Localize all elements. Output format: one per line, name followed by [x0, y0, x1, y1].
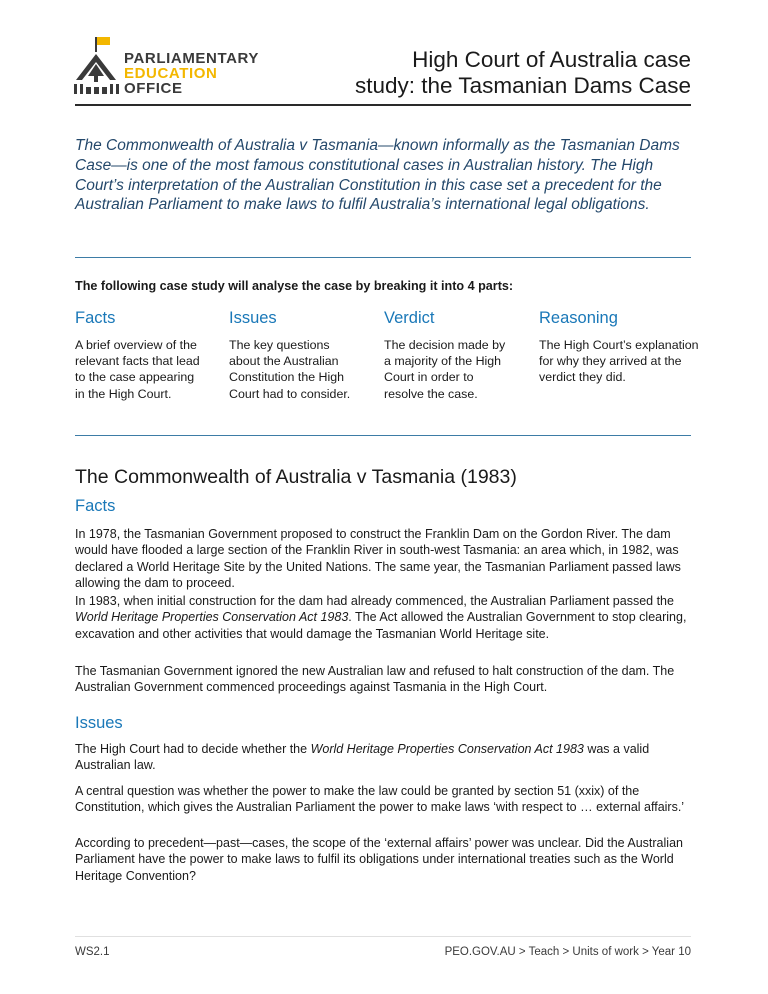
peo-logo: [72, 34, 262, 96]
issues-p1-before: The High Court had to decide whether the: [75, 742, 311, 756]
issues-paragraph-3: According to precedent—past—cases, the scope of the ‘external affairs’ power was unclear. Did the Australian Parliament have the power to make laws to fulfil its obligations under international treaties such as the World Heritage Convention?: [75, 836, 683, 883]
act-title-italic: World Heritage Properties Conservation Act 1983: [310, 742, 584, 756]
part-heading-issues: Issues: [229, 309, 277, 327]
part-column-facts: [75, 308, 205, 402]
issues-p1-after: was a valid Australian law.: [75, 742, 650, 773]
intro-paragraph: The Commonwealth of Australia v Tasmania—known informally as the Tasmanian Dams Case—is one of the most famous constitutional cases in Australian history. The High Court’s interpretation of the Australian Constitution in this case set a precedent for the Australian Parliament to make laws to fulfil Australia’s international legal obligations.: [75, 137, 680, 214]
part-column-issues: [229, 308, 359, 402]
footer-worksheet-id: WS2.1: [75, 946, 110, 958]
parts-intro-text: The following case study will analyse the case by breaking it into 4 parts:: [75, 279, 514, 293]
part-heading-verdict: Verdict: [384, 309, 435, 327]
facts-p2-after: . The Act allowed the Australian Government to stop clearing, excavation and other activities that would damage the Tasmanian World Heritage site.: [75, 610, 687, 641]
facts-paragraph-1: In 1978, the Tasmanian Government proposed to construct the Franklin Dam on the Gordon River. The dam would have flooded a large section of the Franklin River in south-west Tasmania: an area which, in 1982, was declared a World Heritage Site by the United Nations. The same year, the Tasmanian Parliament passed laws allowing the dam to proceed.: [75, 527, 681, 591]
footer-breadcrumb: PEO.GOV.AU > Teach > Units of work > Year 10: [444, 946, 691, 958]
facts-paragraph-2: [75, 593, 697, 642]
issues-paragraph-2: A central question was whether the power to make the law could be granted by section 51 (xxix) of the Constitution, which gives the Australian Parliament the power to make laws ‘with respect to … external affairs.’: [75, 784, 685, 815]
facts-p2-before: In 1983, when initial construction for the dam had already commenced, the Australian Parliament passed the: [75, 594, 674, 608]
issues-section-heading: Issues: [75, 714, 123, 732]
part-column-reasoning: [539, 308, 699, 386]
part-text-facts: A brief overview of the relevant facts that lead to the case appearing in the High Court.: [75, 338, 200, 401]
title-divider: [75, 104, 691, 106]
page-title: [271, 47, 691, 99]
parts-divider: [75, 435, 691, 436]
intro-divider: [75, 257, 691, 258]
part-text-verdict: The decision made by a majority of the High Court in order to resolve the case.: [384, 338, 506, 401]
act-title-italic: World Heritage Properties Conservation Act 1983: [75, 610, 349, 625]
facts-section-heading: Facts: [75, 497, 116, 515]
part-heading-reasoning: Reasoning: [539, 309, 618, 327]
logo-line-parliamentary: PARLIAMENTARY: [124, 50, 260, 67]
parliament-house-logo-icon: [72, 34, 122, 96]
footer-divider: [75, 936, 691, 937]
case-heading: The Commonwealth of Australia v Tasmania (1983): [75, 466, 517, 488]
page-title-line-1: High Court of Australia case: [412, 47, 691, 72]
logo-line-office: OFFICE: [124, 80, 183, 97]
part-column-verdict: [384, 308, 514, 402]
page-title-line-2: study: the Tasmanian Dams Case: [355, 73, 691, 98]
logo-line-education: EDUCATION: [124, 65, 218, 82]
issues-paragraph-1: [75, 741, 697, 774]
part-text-issues: The key questions about the Australian Constitution the High Court had to consider.: [229, 338, 351, 401]
facts-paragraph-3: The Tasmanian Government ignored the new Australian law and refused to halt construction of the dam. The Australian Government commenced proceedings against Tasmania in the High Court.: [75, 664, 675, 695]
part-text-reasoning: The High Court’s explanation for why they arrived at the verdict they did.: [539, 338, 699, 385]
part-heading-facts: Facts: [75, 309, 116, 327]
